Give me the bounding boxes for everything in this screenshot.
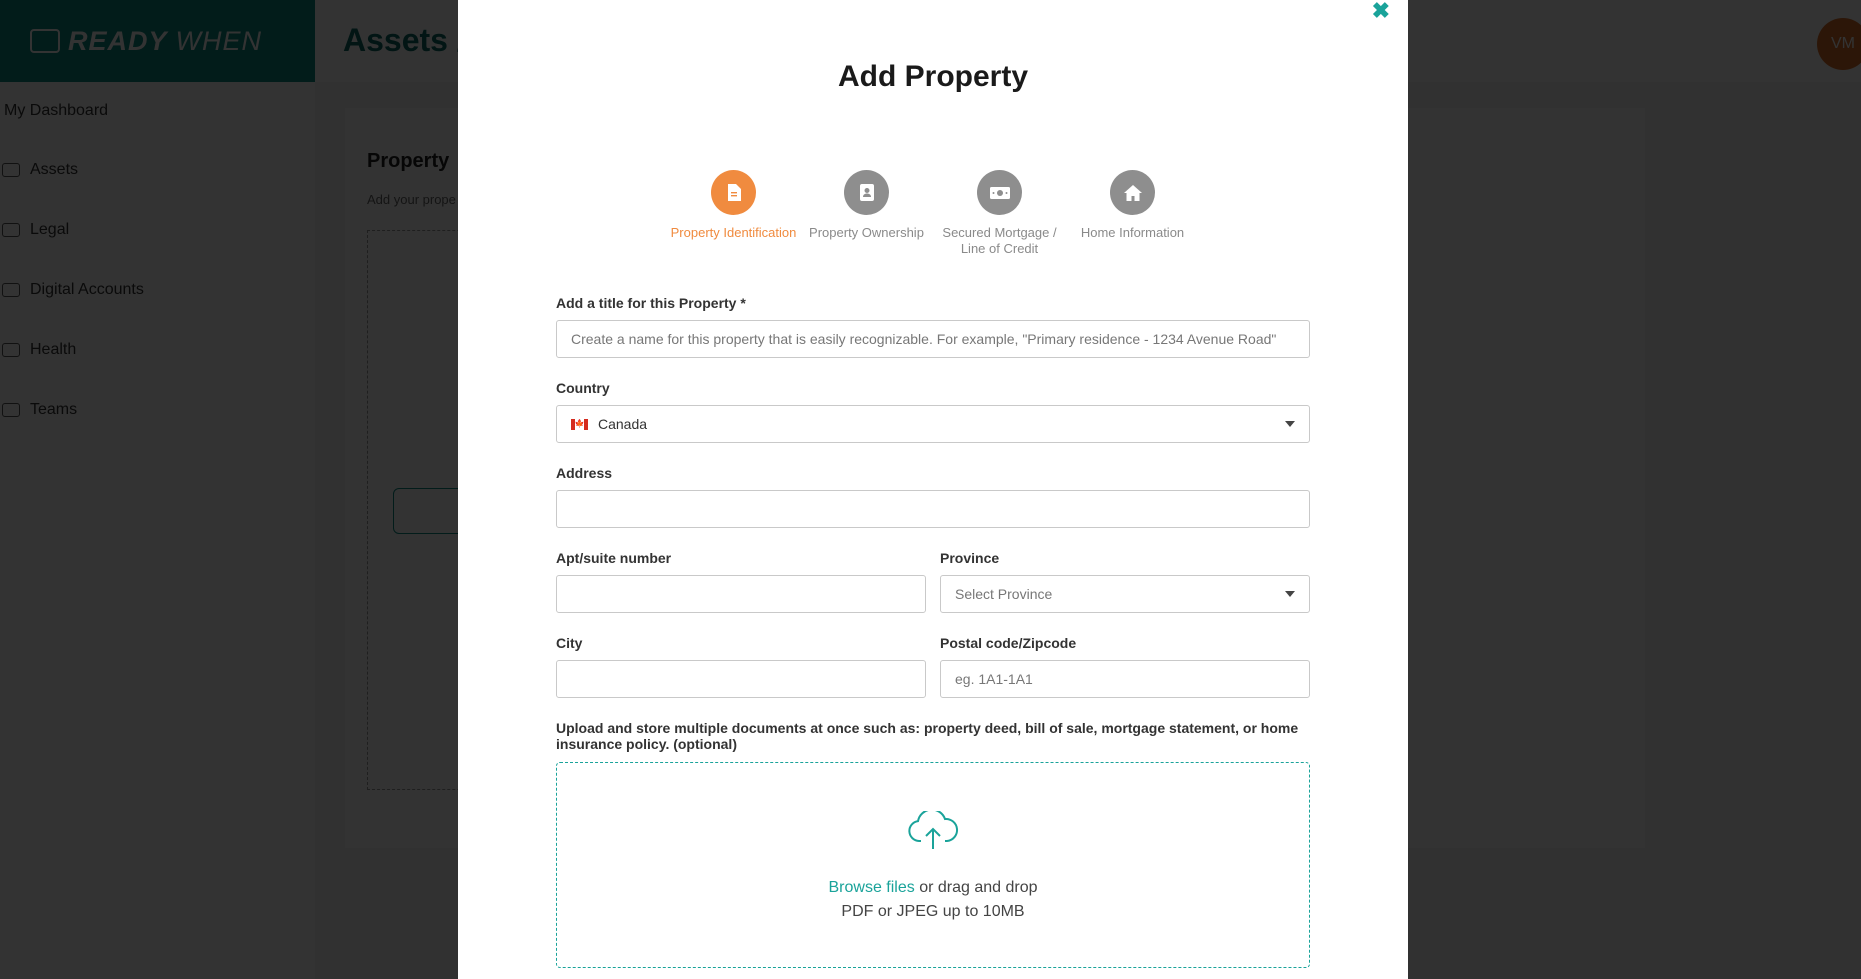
address-input[interactable] [556,490,1310,528]
id-badge-icon [844,170,889,215]
drag-drop-text: or drag and drop [914,879,1038,896]
apt-label: Apt/suite number [556,550,672,566]
close-icon[interactable]: ✖ [1371,0,1390,23]
step-label: Property Ownership [809,225,924,240]
province-placeholder: Select Province [955,586,1053,602]
chevron-down-icon [1285,421,1295,427]
dropzone-text [829,879,1038,897]
browse-files-link[interactable]: Browse files [828,879,915,896]
step-secured-mortgage[interactable] [933,170,1066,257]
upload-label: Upload and store multiple documents at once such as: property deed, bill of sale, mortgage statement, or home insurance policy. (optional) [556,720,1299,752]
country-value: Canada [598,416,648,432]
stepper [458,170,1408,257]
add-property-modal [458,0,1408,979]
property-form [556,295,1310,968]
title-label: Add a title for this Property * [556,295,746,311]
postal-label: Postal code/Zipcode [940,635,1077,651]
city-label: City [556,635,583,651]
step-label: Home Information [1080,225,1185,240]
postal-code-input[interactable]: eg. 1A1-1A1 [940,660,1310,698]
file-type-hint: PDF or JPEG up to 10MB [841,903,1025,920]
money-icon [977,170,1022,215]
country-label: Country [556,380,610,396]
document-icon [711,170,756,215]
step-property-identification[interactable] [667,170,800,257]
property-title-input[interactable]: Create a name for this property that is easily recognizable. For example, "Primary residence - 1234 Avenue Road" [556,320,1310,358]
step-property-ownership[interactable] [800,170,933,257]
cloud-upload-icon [907,811,959,851]
chevron-down-icon [1285,591,1295,597]
city-input[interactable] [556,660,926,698]
province-label: Province [940,550,1000,566]
step-label: Secured Mortgage / Line of Credit [942,225,1057,256]
address-label: Address [556,465,613,481]
file-dropzone[interactable] [556,762,1310,968]
step-label: Property Identification [670,225,797,240]
step-home-information[interactable] [1066,170,1199,257]
country-select[interactable] [556,405,1310,443]
province-select[interactable] [940,575,1310,613]
apt-suite-input[interactable] [556,575,926,613]
modal-title: Add Property [837,60,1029,93]
home-icon [1110,170,1155,215]
canada-flag-icon: 🍁 [571,419,588,430]
